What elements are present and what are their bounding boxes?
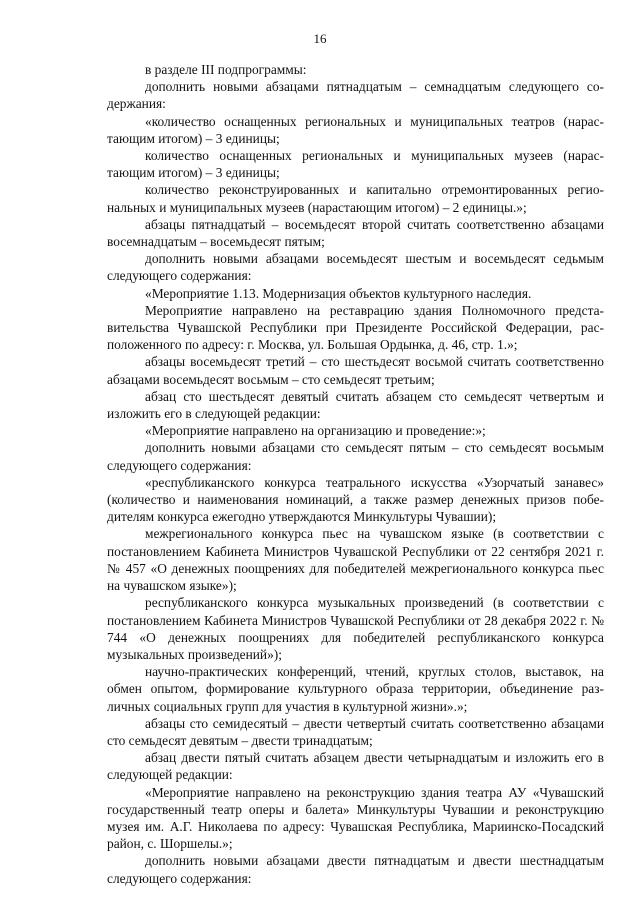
paragraph: «количество оснащенных региональных и муниципальных театров (нарастающим итогом) – 3 единицы; bbox=[107, 113, 604, 146]
paragraph: дополнить новыми абзацами двести пятнадцатым и двести шестнадцатым следующего содержания: bbox=[107, 853, 604, 886]
paragraph: количество оснащенных региональных и муниципальных музеев (нарастающим итогом) – 3 единицы; bbox=[107, 148, 604, 181]
paragraph: научно-практических конференций, чтений, круглых столов, выставок, на обмен опытом, формирование культурного образа территории, объединение различных социальных групп для участия в культурной жизни».»; bbox=[107, 664, 604, 714]
paragraph: Мероприятие направлено на реставрацию здания Полномочного представительства Чувашской Республики при Президенте Российской Федерации, расположенного по адресу: г. Москва, ул. Большая Ордынка, д. 46, стр. 1.»; bbox=[107, 302, 604, 353]
paragraph: абзацы сто семидесятый – двести четвертый считать соответственно абзацами сто семьдесят девятым – двести тринадцатым; bbox=[107, 715, 604, 748]
paragraph: «Мероприятие 1.13. Модернизация объектов культурного наследия. bbox=[145, 285, 532, 301]
paragraph: межрегионального конкурса пьес на чувашском языке (в соответствии с постановлением Кабинета Министров Чувашской Республики от 22 сентября 2021 г. № 457 «О денежных поощрениях для победителей межрегионального конкурса пьес на чувашском языке»); bbox=[107, 526, 604, 594]
paragraph: абзац сто шестьдесят девятый считать абзацем сто семьдесят четвертым и изложить его в следующей редакции: bbox=[107, 388, 604, 422]
document-body bbox=[107, 61, 604, 887]
paragraph: дополнить новыми абзацами пятнадцатым – семнадцатым следующего содержания: bbox=[107, 79, 604, 112]
paragraph: дополнить новыми абзацами сто семьдесят пятым – сто семьдесят восьмым следующего содержания: bbox=[107, 440, 604, 473]
paragraph: республиканского конкурса музыкальных произведений (в соответствии с постановлением Кабинета Министров Чувашской Республики от 28 декабря 2022 г. № 744 «О денежных поощрениях для победителей республиканского конкурса музыкальных произведений»); bbox=[107, 595, 604, 662]
paragraph: «Мероприятие направлено на реконструкцию здания театра АУ «Чувашский государственный театр оперы и балета» Минкультуры Чувашии и реконструкцию музея им. А.Г. Николаева по адресу: Чувашская Республика, Мариинско-Посадский район, с. Шоршелы.»; bbox=[107, 784, 604, 852]
page-number: 16 bbox=[313, 31, 327, 46]
paragraph: дополнить новыми абзацами восемьдесят шестым и восемьдесят седьмым следующего содержания: bbox=[107, 251, 604, 284]
paragraph: «республиканского конкурса театрального искусства «Узорчатый занавес» (количество и наименования номинаций, а также размер денежных призов победителям конкурса ежегодно утверждаются Минкультуры Чувашии); bbox=[107, 474, 604, 525]
paragraph: абзац двести пятый считать абзацем двести четырнадцатым и изложить его в следующей редакции: bbox=[107, 750, 604, 783]
paragraph: в разделе III подпрограммы: bbox=[145, 62, 307, 77]
paragraph: абзацы восемьдесят третий – сто шестьдесят восьмой считать соответственно абзацами восемьдесят восьмым – сто семьдесят третьим; bbox=[107, 354, 604, 387]
paragraph: абзацы пятнадцатый – восемьдесят второй считать соответственно абзацами восемнадцатым – восемьдесят пятым; bbox=[107, 216, 604, 250]
paragraph: количество реконструированных и капитально отремонтированных региональных и муниципальных музеев (нарастающим итогом) – 2 единицы.»; bbox=[107, 182, 604, 215]
paragraph: «Мероприятие направлено на организацию и проведение:»; bbox=[145, 423, 486, 439]
